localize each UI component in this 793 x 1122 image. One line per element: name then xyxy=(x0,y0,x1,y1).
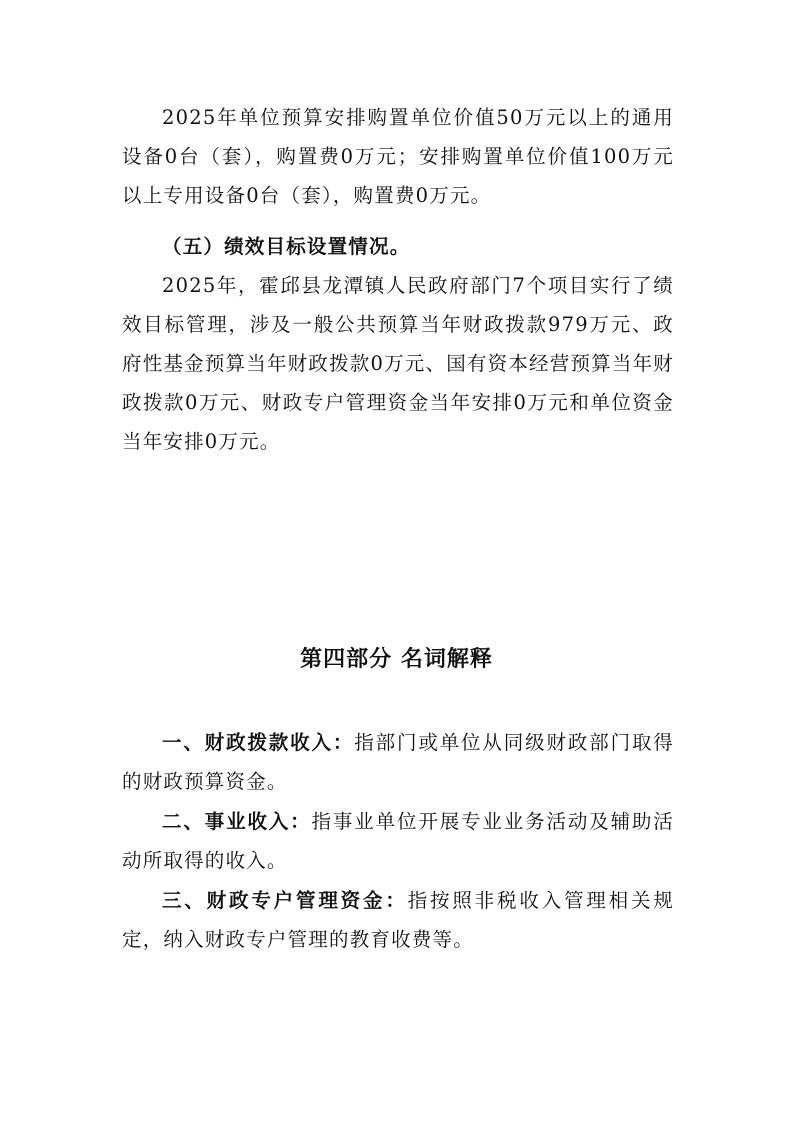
definition-term: 三、财政专户管理资金： xyxy=(162,889,408,912)
performance-heading-text: （五）绩效目标设置情况。 xyxy=(162,235,411,258)
equipment-paragraph xyxy=(122,98,674,215)
performance-paragraph xyxy=(122,266,674,461)
definition-item xyxy=(122,723,674,801)
definition-term: 二、事业收入： xyxy=(162,810,312,833)
definition-text: 指部门或单位从同级财政部门取得的财政预算资金。 xyxy=(122,731,674,793)
definition-item xyxy=(122,802,674,880)
definition-text: 指事业单位开展专业业务活动及辅助活动所取得的收入。 xyxy=(122,810,674,872)
section-title: 第四部分 名词解释 xyxy=(300,647,493,672)
performance-heading xyxy=(122,227,674,266)
definition-term: 一、财政拨款收入： xyxy=(162,731,355,754)
equipment-text: 2025年单位预算安排购置单位价值50万元以上的通用设备0台（套），购置费0万元；安排购置单位价值100万元以上专用设备0台（套），购置费0万元。 xyxy=(122,106,674,207)
definition-item xyxy=(122,881,674,959)
performance-body-text: 2025年，霍邱县龙潭镇人民政府部门7个项目实行了绩效目标管理，涉及一般公共预算当年财政拨款979万元、政府性基金预算当年财政拨款0万元、国有资本经营预算当年财政拨款0万元、财政专户管理资金当年安排0万元和单位资金当年安排0万元。 xyxy=(122,274,674,453)
definition-text: 指按照非税收入管理相关规定，纳入财政专户管理的教育收费等。 xyxy=(122,889,675,951)
